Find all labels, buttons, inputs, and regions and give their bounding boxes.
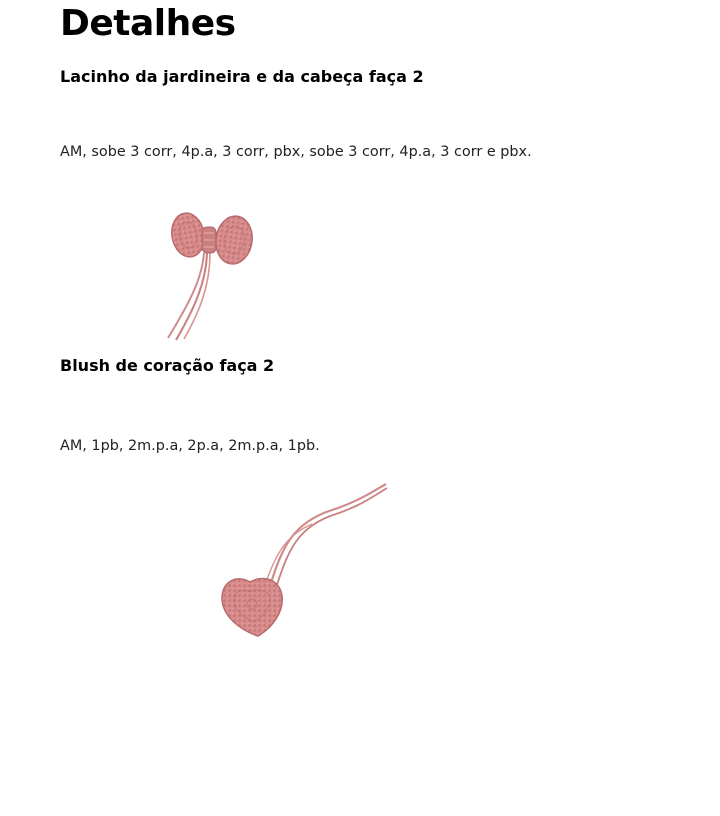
section-heading-bow: Lacinho da jardineira e da cabeça faça 2 [60,67,424,86]
section-instructions-bow: AM, sobe 3 corr, 4p.a, 3 corr, pbx, sobe 3 corr, 4p.a, 3 corr e pbx. [60,144,532,160]
crochet-heart-photo [212,478,392,643]
crochet-bow-photo [158,205,268,343]
section-heading-heart: Blush de coração faça 2 [60,356,275,375]
page-title: Detalhes [60,3,236,44]
section-instructions-heart: AM, 1pb, 2m.p.a, 2p.a, 2m.p.a, 1pb. [60,438,320,454]
